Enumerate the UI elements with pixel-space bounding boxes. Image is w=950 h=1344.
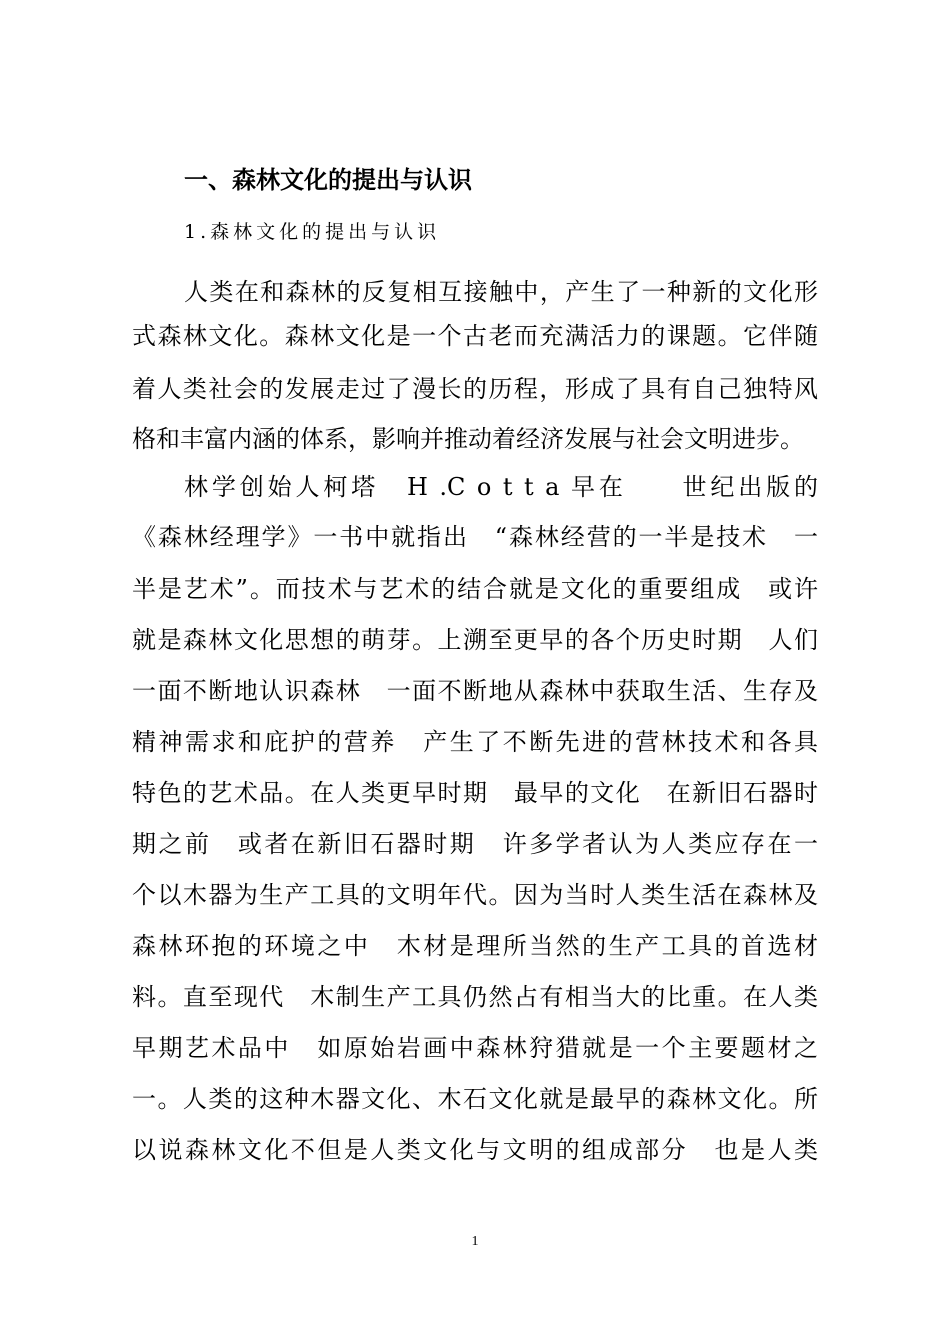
paragraph-line: 料。直至现代 木制生产工具仍然占有相当大的比重。在人类 xyxy=(132,983,818,1011)
paragraph-line: 《森林经理学》一书中就指出 “森林经营的一半是技术 一 xyxy=(132,523,818,551)
paragraph-line: 就是森林文化思想的萌芽。上溯至更早的各个历史时期 人们 xyxy=(132,626,818,654)
paragraph-line: 林学创始人柯塔 H .C o t t a 早在 世纪出版的 xyxy=(184,473,818,501)
paragraph-line: 个以木器为生产工具的文明年代。因为当时人类生活在森林及 xyxy=(132,881,818,909)
paragraph-line: 森林环抱的环境之中 木材是理所当然的生产工具的首选材 xyxy=(132,932,818,960)
page-number: 1 xyxy=(471,1234,479,1249)
paragraph-line: 格和丰富内涵的体系，影响并推动着经济发展与社会文明进步。 xyxy=(132,425,804,453)
section-heading: 一、森林文化的提出与认识 xyxy=(184,166,472,194)
paragraph-line: 以说森林文化不但是人类文化与文明的组成部分 也是人类 xyxy=(132,1136,818,1164)
paragraph-line: 半是艺术”。而技术与艺术的结合就是文化的重要组成 或许 xyxy=(132,575,818,603)
paragraph-line: 早期艺术品中 如原始岩画中森林狩猎就是一个主要题材之 xyxy=(132,1034,818,1062)
paragraph-line: 期之前 或者在新旧石器时期 许多学者认为人类应存在一 xyxy=(132,830,818,858)
subsection-heading: 1.森林文化的提出与认识 xyxy=(184,221,441,243)
paragraph-line: 人类在和森林的反复相互接触中，产生了一种新的文化形 xyxy=(184,278,818,306)
paragraph-line: 一面不断地认识森林 一面不断地从森林中获取生活、生存及 xyxy=(132,677,818,705)
paragraph-line: 特色的艺术品。在人类更早时期 最早的文化 在新旧石器时 xyxy=(132,779,818,807)
paragraph-line: 一。人类的这种木器文化、木石文化就是最早的森林文化。所 xyxy=(132,1085,818,1113)
paragraph-line: 精神需求和庇护的营养 产生了不断先进的营林技术和各具 xyxy=(132,728,818,756)
paragraph-line: 式森林文化。森林文化是一个古老而充满活力的课题。它伴随 xyxy=(132,322,818,350)
paragraph-line: 着人类社会的发展走过了漫长的历程，形成了具有自己独特风 xyxy=(132,375,818,403)
